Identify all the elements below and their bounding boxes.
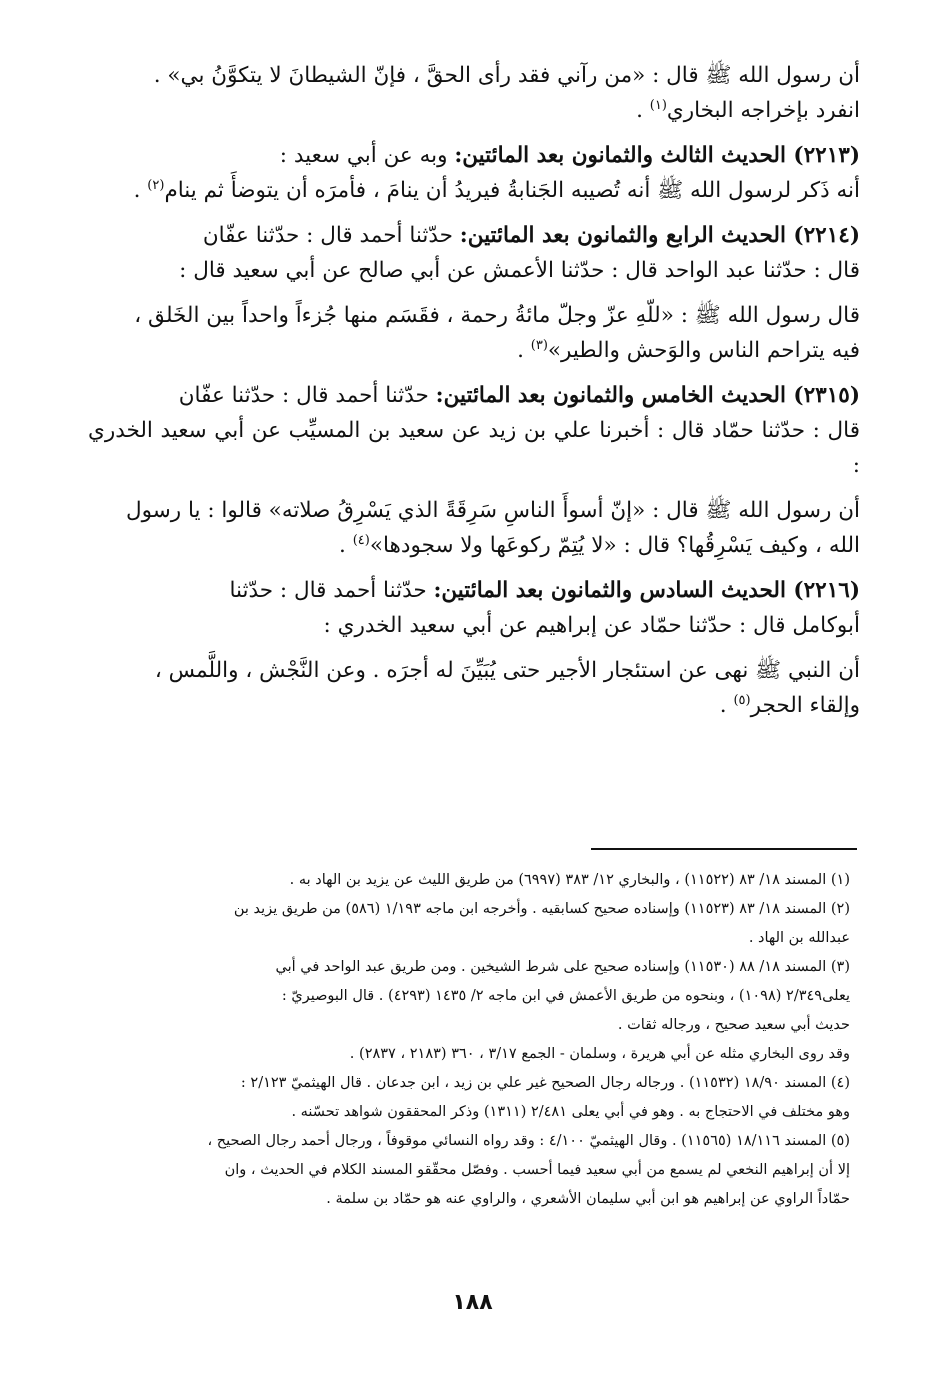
footnote-ref-1: (١): [649, 97, 667, 113]
text-span: فيه يتراحم الناس والوَحش والطير»: [547, 338, 860, 363]
footnotes: [96, 866, 850, 1214]
heading-rest: وبه عن أبي سعيد :: [279, 143, 455, 168]
hadith-text-2212: [88, 58, 860, 128]
hadith-2216: [88, 573, 860, 643]
hadith-heading: [88, 218, 860, 253]
hadith-text-2315: [88, 493, 860, 563]
footnote-3-cont: يعلى٢/٣٤٩ (١٠٩٨) ، وبنحوه من طريق الأعمش في ابن ماجه ٢/ ١٤٣٥ (٤٢٩٣) . قال البوصيريّ :: [281, 988, 850, 1004]
heading-rest: حدّثنا أحمد قال : حدّثنا: [229, 578, 434, 603]
footnote-ref-2: (٢): [147, 177, 165, 193]
text-line: أن رسول الله ﷺ قال : «من رآني فقد رأى الحقَّ ، فإنّ الشيطانَ لا يتكوَّنُ بي» .: [153, 63, 860, 88]
text-span: .: [719, 693, 734, 718]
text-line: قال : حدّثنا حمّاد قال : أخبرنا علي بن زيد عن سعيد بن المسيِّب عن أبي سعيد الخدري :: [88, 418, 860, 478]
hadith-2315: [88, 378, 860, 483]
hadith-2213: [88, 138, 860, 208]
text-line: أن رسول الله ﷺ قال : «إنّ أسوأَ الناسِ سَرِقَةً الذي يَسْرِقُ صلاته» قالوا : يا رسول: [125, 498, 860, 523]
hadith-heading: [88, 378, 860, 413]
heading-title: (٢٢١٦) الحديث السادس والثمانون بعد المائتين:: [433, 578, 860, 603]
page-number: ١٨٨: [452, 1290, 493, 1315]
hadith-2214: [88, 218, 860, 288]
text-span: .: [636, 98, 650, 123]
text-line: [88, 688, 860, 723]
heading-title: (٢٢١٣) الحديث الثالث والثمانون بعد المائتين:: [454, 143, 860, 168]
hadith-heading: [88, 138, 860, 173]
text-line: أبوكامل قال : حدّثنا حمّاد عن إبراهيم عن أبي سعيد الخدري :: [323, 613, 860, 638]
text-line: [88, 333, 860, 368]
text-line: قال رسول الله ﷺ : «للّهِ عزّ وجلّ مائةُ رحمة ، فقَسَم منها جُزءاً واحداً بين الخَلق ،: [134, 303, 860, 328]
footnote-ref-4: (٤): [352, 532, 370, 548]
footnote-4-cont: وهو مختلف في الاحتجاج به . وهو في أبي يعلى ٢/٤٨١ (١٣١١) وذكر المحققون شواهد تحسّنه .: [291, 1104, 850, 1120]
footnote-divider: [591, 848, 857, 850]
text-line: [88, 93, 860, 128]
heading-title: (٢٣١٥) الحديث الخامس والثمانون بعد المائتين:: [435, 383, 860, 408]
footnote-ref-5: (٥): [733, 692, 751, 708]
text-span: انفرد بإخراجه البخاري: [666, 98, 860, 123]
text-span: وإلقاء الحجر: [750, 693, 860, 718]
text-span: أنه ذَكر لرسول الله ﷺ أنه تُصيبه الجَنابةُ فيريدُ أن ينامَ ، فأمرَه أن يتوضأَ ثم ينام: [164, 178, 860, 203]
text-span: الله ، وكيف يَسْرِقُها؟ قال : «لا يُتِمّ ركوعَها ولا سجودها»: [369, 533, 860, 558]
heading-title: (٢٢١٤) الحديث الرابع والثمانون بعد المائتين:: [459, 223, 860, 248]
heading-rest: حدّثنا أحمد قال : حدّثنا عفّان: [178, 383, 436, 408]
footnote-3: (٣) المسند ١٨/ ٨٨ (١١٥٣٠) وإسناده صحيح على شرط الشيخين . ومن طريق عبد الواحد في أبي: [275, 959, 850, 975]
hadith-text-2214: [88, 298, 860, 368]
footnote-ref-3: (٣): [530, 337, 548, 353]
footnote-2-cont: عبدالله بن الهاد .: [748, 930, 850, 946]
footnote-5-cont: إلا أن إبراهيم النخعي لم يسمع من أبي سعيد فيما أحسب . وفصّل محقّقو المسند الكلام في الحديث ، وان: [224, 1162, 850, 1178]
text-line: أن النبي ﷺ نهى عن استئجار الأجير حتى يُبَيِّنَ له أجرَه . وعن النَّجْش ، واللَّمس ،: [154, 658, 860, 683]
footnote-5: (٥) المسند ١٨/١١٦ (١١٥٦٥) . وقال الهيثميّ ٤/١٠٠ : وقد رواه النسائي موقوفاً ، ورجال أحمد رجال الصحيح ،: [207, 1133, 850, 1149]
text-span: .: [339, 533, 353, 558]
heading-rest: حدّثنا أحمد قال : حدّثنا عفّان: [202, 223, 460, 248]
footnote-2: (٢) المسند ١٨/ ٨٣ (١١٥٢٣) وإسناده صحيح كسابقيه . وأخرجه ابن ماجه ١/١٩٣ (٥٨٦) من طريق يزيد بن: [233, 901, 850, 917]
text-line: [88, 173, 860, 208]
text-line: قال : حدّثنا عبد الواحد قال : حدّثنا الأعمش عن أبي صالح عن أبي سعيد قال :: [179, 258, 860, 283]
text-span: .: [133, 178, 148, 203]
hadith-heading: [88, 573, 860, 608]
footnote-3-cont: حديث أبي سعيد صحيح ، ورجاله ثقات .: [617, 1017, 850, 1033]
footnote-3-cont: وقد روى البخاري مثله عن أبي هريرة ، وسلمان - الجمع ٣/١٧ ، ٣٦٠ (٢١٨٣ ، ٢٨٣٧) .: [349, 1046, 850, 1062]
main-text: [88, 58, 860, 733]
text-span: .: [517, 338, 531, 363]
hadith-text-2216: [88, 653, 860, 723]
footnote-5-cont: حمّاداً الراوي عن إبراهيم هو ابن أبي سليمان الأشعري ، والراوي عنه هو حمّاد بن سلمة .: [326, 1191, 850, 1207]
footnote-1: (١) المسند ١٨/ ٨٣ (١١٥٢٢) ، والبخاري ١٢/ ٣٨٣ (٦٩٩٧) من طريق الليث عن يزيد بن الهاد به .: [289, 872, 850, 888]
text-line: [88, 528, 860, 563]
footnote-4: (٤) المسند ١٨/٩٠ (١١٥٣٢) . ورجاله رجال الصحيح غير علي بن زيد ، ابن جدعان . قال الهيثميّ ٢/١٢٣ :: [240, 1075, 850, 1091]
